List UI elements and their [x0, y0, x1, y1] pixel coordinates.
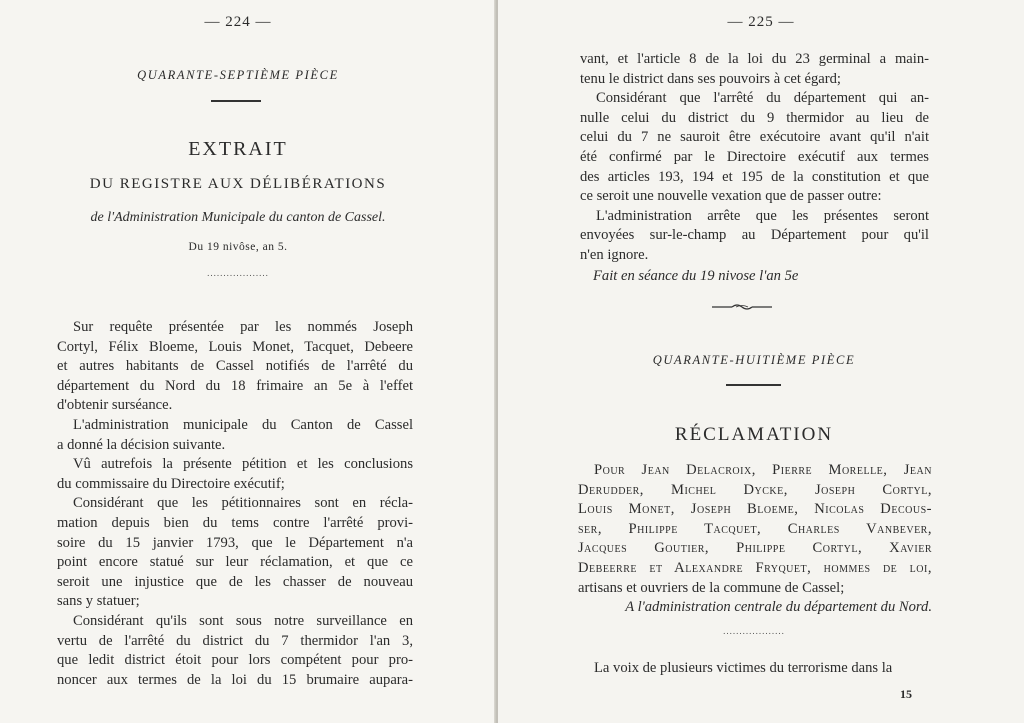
- right_page.top_lines-line: envoyées sur-le-champ au Département pour qu'il: [580, 227, 929, 244]
- extrait-heading: EXTRAIT: [188, 138, 288, 160]
- left_page.lines-line: du commissaire du Directoire exécutif;: [57, 475, 285, 492]
- ornament-divider-icon: [710, 302, 774, 312]
- right_page.top_lines-line: celui du 7 ne sauroit être exécutoire avant qu'il n'ait: [580, 129, 929, 146]
- left-dots-separator: ...................: [207, 268, 269, 278]
- right_page.top_lines-line: vant, et l'article 8 de la loi du 23 germinal a main-: [580, 51, 929, 67]
- closing-text: Fait en séance du 19 nivose l'an 5e: [593, 268, 799, 284]
- left_page.lines-line: Cortyl, Félix Bloeme, Louis Monet, Tacquet, Debeere: [57, 338, 413, 355]
- right_page.pour_lines-line: Jacques Goutier, Philippe Cortyl, Xavier: [578, 540, 932, 557]
- reclamation-heading: RÉCLAMATION: [674, 424, 834, 445]
- left_page.lines-line: d'obtenir surséance.: [57, 397, 173, 414]
- right_page.pour_lines-line: Debeerre et Alexandre Fryquet, hommes de loi,: [578, 559, 932, 576]
- left_page.lines-line: vertu de l'arrêté du district du 7 thermidor l'an 3,: [57, 632, 413, 649]
- right_page.top_lines-line: ce seroit une nouvelle vexation que de passer outre:: [580, 188, 882, 205]
- left_page.lines-line: point encore statué sur leur réclamation, et que ce: [57, 554, 413, 571]
- registre-subheading: DU REGISTRE AUX DÉLIBÉRATIONS: [89, 176, 387, 192]
- left_page.lines-line: Considérant qu'ils sont sous notre surveillance en: [73, 612, 413, 629]
- left-page-number: — 224 —: [204, 14, 272, 30]
- right_page.pour_lines-line: Pour Jean Delacroix, Pierre Morelle, Jean: [594, 462, 932, 478]
- right_page.pour_lines-line: ser, Philippe Tacquet, Charles Vanbever,: [578, 520, 932, 537]
- left_page.lines-line: seroit une injustice que de les chasser de nouveau: [57, 573, 413, 590]
- left_page.lines-line: noncer aux termes de la loi du 15 brumaire aupara-: [57, 671, 413, 688]
- right-piece-title: QUARANTE-HUITIÈME PIÈCE: [652, 353, 856, 367]
- left-body-text: [57, 318, 413, 690]
- left_page.lines-line: L'administration municipale du Canton de Cassel: [73, 416, 413, 433]
- left_page.lines-line: Vû autrefois la présente pétition et les conclusions: [73, 456, 413, 473]
- left_page.lines-line: Sur requête présentée par les nommés Joseph: [73, 319, 413, 335]
- administration-line: de l'Administration Municipale du canton de Cassel.: [90, 210, 386, 225]
- left_page.lines-line: soire du 15 janvier 1793, que le Département n'a: [57, 534, 413, 551]
- left-piece-title: QUARANTE-SEPTIÈME PIÈCE: [137, 68, 339, 82]
- right_page.top_lines-line: tenu le district dans ses pouvoirs à cet égard;: [580, 70, 841, 87]
- left_page.lines-line: et autres habitants de Cassel notifiés de l'arrêté du: [57, 358, 413, 375]
- claimants-list: [578, 461, 932, 598]
- right_page.top_lines-line: nulle celui du district du 9 thermidor au lieu de: [580, 109, 929, 126]
- right_page.top_lines-line: été confirmé par le Directoire exécutif aux termes: [580, 148, 929, 165]
- left_page.lines-line: département du Nord du 18 frimaire an 5e à l'effet: [57, 377, 413, 394]
- left_page.lines-line: sans y statuer;: [57, 593, 140, 610]
- left_page.lines-line: Considérant que les pétitionnaires sont en récla-: [73, 495, 413, 512]
- right_page.top_lines-line: des articles 193, 194 et 195 de la constitution et que: [580, 168, 929, 185]
- right_page.pour_lines-line: Louis Monet, Joseph Bloeme, Nicolas Decous-: [578, 501, 932, 518]
- date-line: Du 19 nivôse, an 5.: [188, 241, 288, 253]
- right_page.pour_lines-line: artisans et ouvriers de la commune de Cassel;: [578, 579, 845, 596]
- right-dots-separator: ...................: [723, 626, 785, 636]
- right_page.top_lines-line: L'administration arrête que les présentes seront: [596, 207, 929, 224]
- right-body-text: [580, 50, 929, 266]
- right-page-number: — 225 —: [727, 14, 795, 30]
- right-page: [498, 0, 1024, 723]
- right_page.pour_lines-line: Derudder, Michel Dycke, Joseph Cortyl,: [578, 481, 932, 498]
- closing-line: [593, 268, 798, 285]
- last-body-line: La voix de plusieurs victimes du terrorisme dans la: [594, 660, 893, 676]
- addressee-line: A l'administration centrale du département du Nord.: [625, 599, 932, 615]
- right_page.top_lines-line: n'en ignore.: [580, 246, 649, 263]
- signature-mark: 15: [900, 687, 912, 701]
- left-title-rule: [211, 100, 261, 102]
- right_page.top_lines-line: Considérant que l'arrêté du département qui an-: [596, 90, 929, 107]
- left_page.lines-line: mation depuis bien du tems contre l'arrêté provi-: [57, 514, 413, 531]
- left_page.lines-line: a donné la décision suivante.: [57, 436, 226, 453]
- right-title-rule: [726, 384, 781, 386]
- left-page: [0, 0, 496, 723]
- left_page.lines-line: que ledit district étoit pour lors compétent pour pro-: [57, 652, 413, 669]
